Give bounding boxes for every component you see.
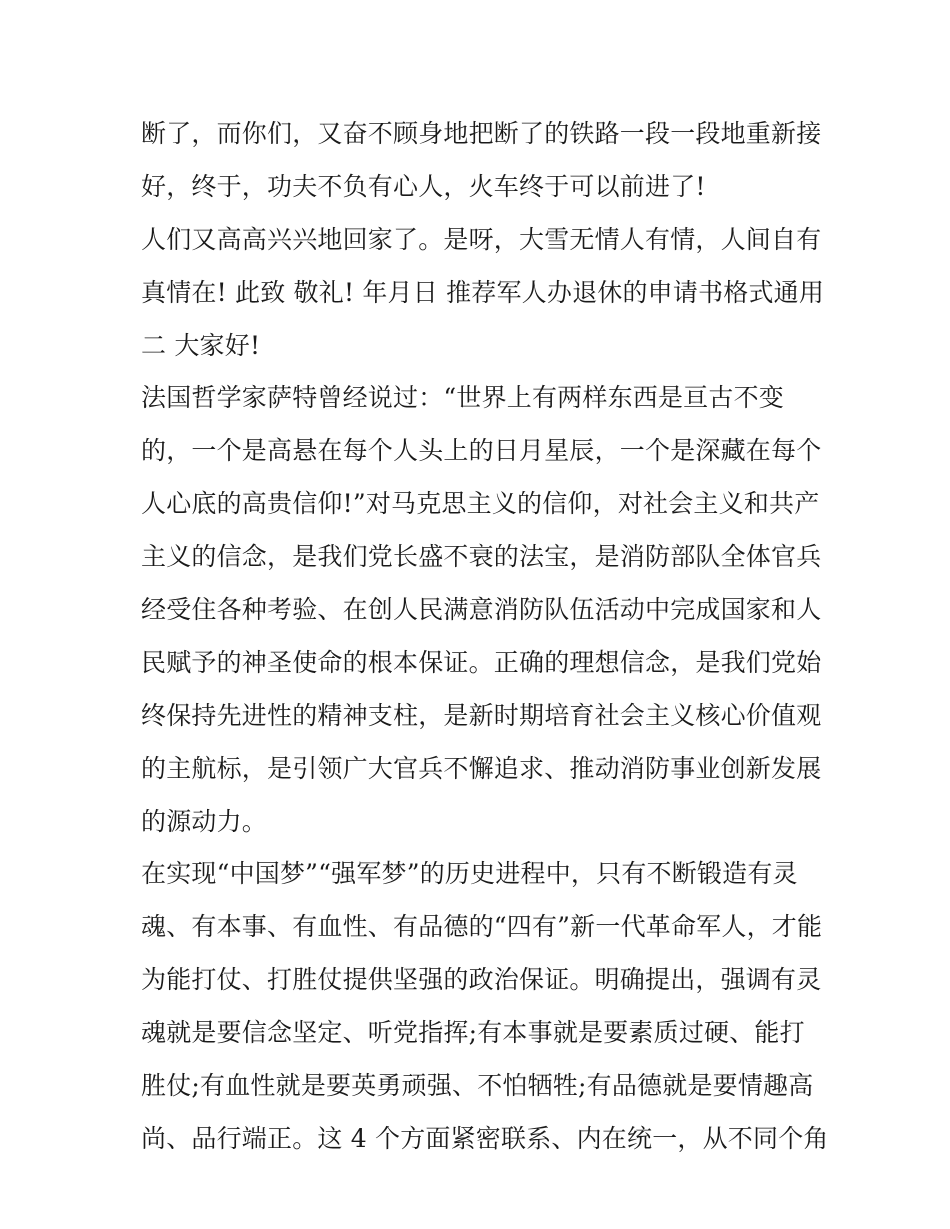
text-line: 魂就是要信念坚定、听党指挥;有本事就是要素质过硬、能打 bbox=[141, 1018, 805, 1048]
text-line: 人心底的高贵信仰!”对马克思主义的信仰，对社会主义和共产 bbox=[141, 489, 820, 519]
text-line: 的主航标，是引领广大官兵不懈追求、推动消防事业创新发展 bbox=[141, 753, 822, 783]
text-line: 终保持先进性的精神支柱，是新时期培育社会主义核心价值观 bbox=[141, 700, 822, 730]
text-line: 为能打仗、打胜仗提供坚强的政治保证。明确提出，强调有灵 bbox=[141, 965, 822, 995]
text-line: 主义的信念，是我们党长盛不衰的法宝，是消防部队全体官兵 bbox=[141, 542, 822, 572]
text-line: 的，一个是高悬在每个人头上的日月星辰，一个是深藏在每个 bbox=[141, 436, 822, 466]
text-line: 尚、品行端正。这 4 个方面紧密联系、内在统一，从不同个角 bbox=[141, 1123, 829, 1153]
text-line: 在实现“中国梦”“强军梦”的历史进程中，只有不断锻造有灵 bbox=[141, 859, 798, 889]
text-line: 好，终于，功夫不负有心人，火车终于可以前进了! bbox=[141, 171, 706, 201]
document-body-text bbox=[141, 108, 831, 1166]
text-line: 真情在! 此致 敬礼! 年月日 推荐军人办退休的申请书格式通用 bbox=[141, 277, 825, 307]
text-line: 法国哲学家萨特曾经说过：“世界上有两样东西是亘古不变 bbox=[141, 383, 784, 413]
text-line: 断了，而你们，又奋不顾身地把断了的铁路一段一段地重新接 bbox=[141, 119, 822, 148]
text-line: 民赋予的神圣使命的根本保证。正确的理想信念，是我们党始 bbox=[141, 647, 822, 677]
text-line: 的源动力。 bbox=[141, 806, 268, 836]
text-line: 人们又高高兴兴地回家了。是呀，大雪无情人有情，人间自有 bbox=[141, 224, 822, 254]
text-line: 魂、有本事、有血性、有品德的“四有”新一代革命军人，才能 bbox=[141, 912, 823, 942]
text-line: 经受住各种考验、在创人民满意消防队伍活动中完成国家和人 bbox=[141, 595, 822, 625]
text-line: 二 大家好! bbox=[141, 330, 261, 360]
text-line: 胜仗;有血性就是要英勇顽强、不怕牺牲;有品德就是要情趣高 bbox=[141, 1071, 814, 1101]
